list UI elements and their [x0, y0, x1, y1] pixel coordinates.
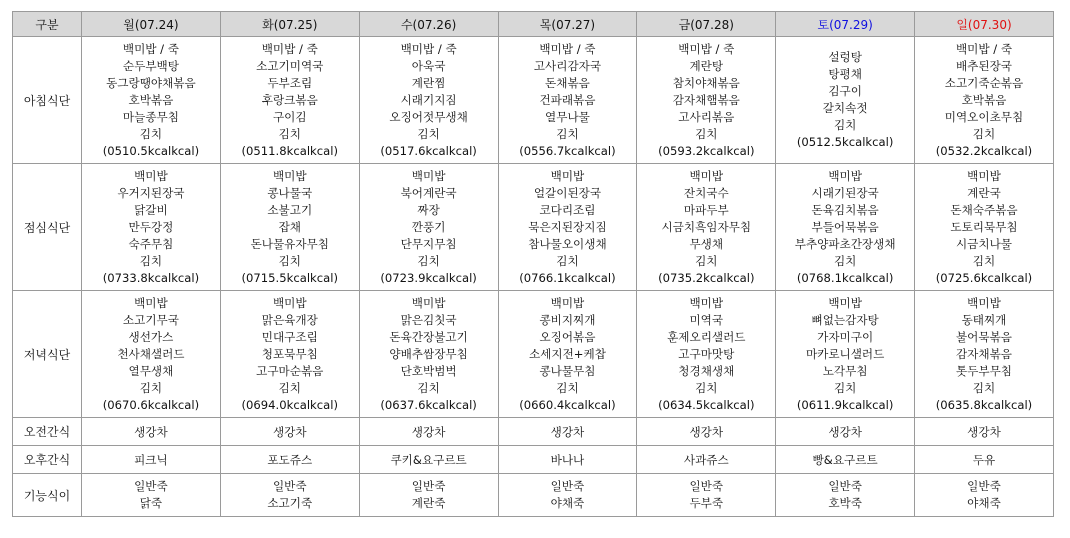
menu-item: 소고기죽	[267, 496, 313, 510]
menu-item: 백미밥	[411, 295, 446, 310]
menu-cell-wed	[359, 291, 498, 418]
menu-item: 참치야채볶음	[672, 75, 740, 90]
menu-item: 백미밥	[828, 168, 862, 183]
snack-cell-fri: 생강차	[637, 418, 776, 446]
snack-cell-sat: 빵&요구르트	[776, 446, 915, 474]
row-label: 오후간식	[13, 446, 82, 474]
menu-item: 우거지된장국	[117, 185, 185, 200]
menu-item: 김치	[972, 126, 996, 141]
menu-item: 일반죽	[967, 479, 1001, 493]
menu-cell-fri	[637, 164, 776, 291]
menu-item: 순두부백탕	[122, 58, 179, 73]
menu-item: 미역국	[689, 312, 724, 327]
menu-item: 호박죽	[828, 496, 862, 510]
menu-item: 백미밥	[689, 295, 724, 310]
menu-item: 고구마맛탕	[678, 346, 735, 361]
calorie-text: (0694.0kcalkcal)	[241, 397, 338, 412]
menu-item: 백미밥	[689, 168, 724, 183]
menu-item: 뼈없는감자탕	[811, 312, 879, 327]
menu-item: 김치	[695, 380, 718, 395]
menu-items	[776, 168, 914, 287]
menu-item: 백미밥	[134, 168, 168, 183]
menu-items	[221, 41, 359, 160]
menu-items	[499, 168, 637, 287]
menu-cell-sat	[776, 164, 915, 291]
snack-cell-mon: 피크닉	[82, 446, 221, 474]
day-header-wed: 수(07.26)	[359, 12, 498, 37]
menu-item: 계란찜	[411, 75, 446, 90]
menu-items	[499, 295, 637, 414]
menu-item: 청포묵무침	[261, 346, 318, 361]
menu-item: 일반죽	[134, 479, 168, 493]
menu-item: 야채죽	[967, 496, 1001, 510]
row-label: 아침식단	[13, 37, 82, 164]
menu-items	[499, 41, 637, 160]
day-header-mon: 월(07.24)	[82, 12, 221, 37]
menu-items	[360, 168, 498, 287]
snack-row-afternoon	[13, 446, 1054, 474]
menu-item: 깐풍기	[411, 219, 446, 234]
day-header-tue: 화(07.25)	[220, 12, 359, 37]
calorie-text: (0670.6kcalkcal)	[102, 397, 200, 412]
menu-item: 불어묵볶음	[955, 329, 1012, 344]
menu-item: 일반죽	[550, 479, 585, 493]
menu-items	[776, 295, 914, 414]
functional-cell-thu	[498, 474, 637, 517]
menu-items	[360, 295, 498, 414]
day-header-fri: 금(07.28)	[637, 12, 776, 37]
calorie-text: (0715.5kcalkcal)	[241, 270, 338, 285]
menu-item: 김치	[556, 253, 579, 268]
menu-item: 김치	[278, 253, 301, 268]
menu-item: 백미밥	[828, 295, 862, 310]
functional-cell-fri	[637, 474, 776, 517]
calorie-text: (0634.5kcalkcal)	[658, 397, 755, 412]
menu-item: 단호박범벅	[400, 363, 457, 378]
menu-item: 계란죽	[411, 496, 446, 510]
row-label: 오전간식	[13, 418, 82, 446]
functional-diet-row	[13, 474, 1054, 517]
menu-item: 갈치속젓	[822, 101, 868, 115]
menu-item: 천사채샐러드	[117, 346, 185, 361]
meal-row-dinner	[13, 291, 1054, 418]
menu-item: 김치	[417, 380, 440, 395]
menu-item: 백미밥	[967, 168, 1001, 183]
menu-item: 시금치나물	[955, 236, 1012, 251]
menu-item: 도토리묵무침	[950, 219, 1018, 234]
menu-item: 김구이	[828, 84, 862, 98]
menu-item: 돈채볶음	[545, 75, 590, 90]
snack-cell-thu: 생강차	[498, 418, 637, 446]
meal-row-lunch	[13, 164, 1054, 291]
menu-item: 백미밥 / 죽	[539, 41, 596, 56]
menu-item: 묵은지된장지짐	[528, 219, 607, 234]
snack-cell-sat: 생강차	[776, 418, 915, 446]
menu-item: 닭죽	[139, 496, 163, 510]
menu-items	[360, 41, 498, 160]
menu-item: 두부조림	[267, 75, 313, 90]
menu-cell-tue	[220, 164, 359, 291]
menu-item: 만두강정	[128, 219, 174, 234]
menu-item: 김치	[278, 126, 301, 141]
menu-item: 백미밥 / 죽	[261, 41, 318, 56]
menu-cell-fri	[637, 37, 776, 164]
menu-cell-mon	[82, 164, 221, 291]
menu-item: 구이김	[272, 109, 307, 124]
menu-item: 백미밥	[272, 295, 307, 310]
menu-item: 일반죽	[272, 479, 307, 493]
calorie-text: (0637.6kcalkcal)	[380, 397, 477, 412]
menu-item: 민대구조림	[261, 329, 318, 344]
menu-item: 백미밥	[272, 168, 307, 183]
weekly-meal-table	[12, 11, 1054, 517]
menu-item: 열무생채	[128, 363, 174, 378]
menu-cell-thu	[498, 37, 637, 164]
menu-item: 백미밥 / 죽	[122, 41, 179, 56]
calorie-text: (0768.1kcalkcal)	[796, 270, 894, 285]
menu-item: 무생채	[689, 236, 724, 251]
menu-cell-sat	[776, 37, 915, 164]
calorie-text: (0660.4kcalkcal)	[519, 397, 616, 412]
menu-item: 탕평채	[828, 67, 862, 81]
menu-item: 잡채	[278, 219, 301, 234]
menu-item: 건파래볶음	[539, 92, 596, 107]
calorie-text: (0512.5kcalkcal)	[796, 135, 894, 149]
category-header: 구분	[13, 12, 82, 37]
menu-item: 얼갈이된장국	[533, 185, 602, 200]
menu-item: 콩나물국	[267, 185, 313, 200]
menu-item: 잔치국수	[683, 185, 729, 200]
menu-item: 백미밥	[550, 168, 585, 183]
menu-item: 돈나물유자무침	[250, 236, 329, 251]
menu-item: 김치	[556, 126, 579, 141]
menu-item: 콩나물무침	[539, 363, 596, 378]
menu-item: 김치	[139, 253, 163, 268]
menu-item: 맑은육개장	[261, 312, 318, 327]
menu-items	[915, 41, 1053, 160]
calorie-text: (0723.9kcalkcal)	[380, 270, 477, 285]
menu-cell-sun	[915, 37, 1054, 164]
menu-item: 톳두부무침	[955, 363, 1012, 378]
menu-item: 코다리조림	[539, 202, 596, 217]
menu-item: 시래기된장국	[811, 185, 879, 200]
menu-cell-sun	[915, 291, 1054, 418]
menu-item: 김치	[833, 118, 857, 132]
menu-item: 백미밥	[967, 295, 1001, 310]
menu-item: 백미밥 / 죽	[955, 41, 1013, 56]
menu-item: 감자채볶음	[955, 346, 1012, 361]
snack-row-morning	[13, 418, 1054, 446]
menu-item: 노각무침	[822, 363, 868, 378]
menu-item: 김치	[278, 380, 301, 395]
menu-cell-sun	[915, 164, 1054, 291]
menu-item: 백미밥	[550, 295, 585, 310]
calorie-text: (0556.7kcalkcal)	[519, 143, 616, 158]
menu-item: 미역오이초무침	[944, 109, 1024, 124]
menu-items	[637, 295, 775, 414]
menu-item: 김치	[695, 253, 718, 268]
menu-items	[637, 168, 775, 287]
menu-item: 소불고기	[267, 202, 313, 217]
calorie-text: (0735.2kcalkcal)	[658, 270, 755, 285]
table-body	[13, 37, 1054, 517]
menu-items	[915, 295, 1053, 414]
menu-item: 부들어묵볶음	[811, 219, 879, 234]
menu-cell-tue	[220, 37, 359, 164]
snack-cell-wed: 생강차	[359, 418, 498, 446]
menu-item: 돈육간장불고기	[389, 329, 468, 344]
calorie-text: (0532.2kcalkcal)	[935, 143, 1033, 158]
snack-cell-wed: 쿠키&요구르트	[359, 446, 498, 474]
menu-item: 마파두부	[683, 202, 729, 217]
menu-item: 참나물오이생채	[528, 236, 607, 251]
header-row	[13, 12, 1054, 37]
snack-cell-fri: 사과쥬스	[637, 446, 776, 474]
menu-cell-fri	[637, 291, 776, 418]
functional-cell-sun	[915, 474, 1054, 517]
meal-row-breakfast	[13, 37, 1054, 164]
menu-item: 김치	[139, 126, 163, 141]
functional-cell-tue	[220, 474, 359, 517]
menu-item: 김치	[972, 253, 996, 268]
menu-item: 닭갈비	[134, 202, 168, 217]
functional-cell-sat	[776, 474, 915, 517]
menu-items	[221, 168, 359, 287]
menu-item: 백미밥	[134, 295, 168, 310]
menu-item: 가자미구이	[817, 329, 874, 344]
snack-cell-sun: 두유	[915, 446, 1054, 474]
menu-item: 일반죽	[411, 479, 446, 493]
menu-items	[82, 168, 220, 287]
menu-item: 백미밥	[411, 168, 446, 183]
calorie-text: (0517.6kcalkcal)	[380, 143, 477, 158]
menu-items	[915, 168, 1053, 287]
menu-item: 야채죽	[550, 496, 585, 510]
menu-item: 청경채생채	[678, 363, 735, 378]
menu-item: 김치	[833, 380, 857, 395]
calorie-text: (0725.6kcalkcal)	[935, 270, 1033, 285]
menu-cell-mon	[82, 37, 221, 164]
menu-item: 마늘종무침	[122, 109, 179, 124]
menu-item: 고구마순볶음	[256, 363, 324, 378]
functional-cell-mon	[82, 474, 221, 517]
menu-item: 맑은김칫국	[400, 312, 457, 327]
menu-item: 열무나물	[545, 109, 590, 124]
menu-item: 김치	[972, 380, 996, 395]
calorie-text: (0511.8kcalkcal)	[241, 143, 338, 158]
row-label: 저녁식단	[13, 291, 82, 418]
row-label: 기능식이	[13, 474, 82, 517]
calorie-text: (0510.5kcalkcal)	[102, 143, 200, 158]
menu-items	[82, 295, 220, 414]
menu-item: 김치	[695, 126, 718, 141]
menu-item: 김치	[417, 253, 440, 268]
functional-cell-wed	[359, 474, 498, 517]
snack-cell-mon: 생강차	[82, 418, 221, 446]
calorie-text: (0611.9kcalkcal)	[796, 397, 894, 412]
menu-item: 일반죽	[828, 479, 862, 493]
menu-cell-mon	[82, 291, 221, 418]
menu-item: 돈채숙주볶음	[950, 202, 1018, 217]
menu-items	[221, 295, 359, 414]
menu-cell-wed	[359, 164, 498, 291]
menu-item: 고사리감자국	[533, 58, 602, 73]
menu-cell-sat	[776, 291, 915, 418]
menu-item: 시금치흑임자무침	[661, 219, 752, 234]
menu-item: 백미밥 / 죽	[400, 41, 457, 56]
menu-item: 호박볶음	[961, 92, 1007, 107]
menu-items	[776, 49, 914, 151]
menu-item: 북어계란국	[400, 185, 457, 200]
menu-item: 계란탕	[689, 58, 724, 73]
menu-item: 김치	[556, 380, 579, 395]
menu-item: 소고기무국	[122, 312, 179, 327]
menu-item: 김치	[139, 380, 163, 395]
menu-item: 설렁탕	[828, 50, 862, 64]
menu-cell-wed	[359, 37, 498, 164]
menu-item: 김치	[833, 253, 857, 268]
menu-item: 양배추쌈장무침	[389, 346, 468, 361]
menu-item: 두부죽	[689, 496, 724, 510]
menu-item: 돈육김치볶음	[811, 202, 879, 217]
menu-item: 호박볶음	[128, 92, 174, 107]
menu-cell-thu	[498, 164, 637, 291]
snack-cell-thu: 바나나	[498, 446, 637, 474]
menu-item: 동태찌개	[961, 312, 1007, 327]
menu-item: 부추양파초간장생채	[794, 236, 896, 251]
snack-cell-tue: 생강차	[220, 418, 359, 446]
day-header-sat: 토(07.29)	[776, 12, 915, 37]
menu-item: 단무지무침	[400, 236, 457, 251]
menu-item: 오징어젓무생채	[389, 109, 468, 124]
menu-item: 아욱국	[411, 58, 446, 73]
menu-item: 계란국	[967, 185, 1001, 200]
day-header-thu: 목(07.27)	[498, 12, 637, 37]
menu-item: 마카로니샐러드	[805, 346, 885, 361]
menu-item: 숙주무침	[128, 236, 174, 251]
menu-item: 배추된장국	[955, 58, 1012, 73]
menu-item: 김치	[417, 126, 440, 141]
menu-item: 훈제오리샐러드	[667, 329, 746, 344]
menu-item: 감자채햄볶음	[672, 92, 740, 107]
menu-item: 동그랑땡야채볶음	[106, 75, 196, 90]
menu-items	[637, 41, 775, 160]
snack-cell-tue: 포도쥬스	[220, 446, 359, 474]
calorie-text: (0635.8kcalkcal)	[935, 397, 1033, 412]
menu-item: 소고기죽순볶음	[944, 75, 1024, 90]
calorie-text: (0733.8kcalkcal)	[102, 270, 200, 285]
menu-item: 짜장	[417, 202, 440, 217]
menu-cell-tue	[220, 291, 359, 418]
menu-item: 시래기지짐	[400, 92, 457, 107]
menu-item: 콩비지찌개	[539, 312, 596, 327]
menu-item: 오징어볶음	[539, 329, 596, 344]
menu-item: 고사리볶음	[678, 109, 735, 124]
row-label: 점심식단	[13, 164, 82, 291]
menu-item: 후랑크볶음	[261, 92, 318, 107]
menu-item: 소고기미역국	[256, 58, 324, 73]
menu-item: 백미밥 / 죽	[678, 41, 735, 56]
menu-item: 생선가스	[128, 329, 174, 344]
snack-cell-sun: 생강차	[915, 418, 1054, 446]
menu-cell-thu	[498, 291, 637, 418]
calorie-text: (0766.1kcalkcal)	[519, 270, 616, 285]
calorie-text: (0593.2kcalkcal)	[658, 143, 755, 158]
menu-item: 소세지전+케찹	[528, 346, 606, 361]
menu-items	[82, 41, 220, 160]
day-header-sun: 일(07.30)	[915, 12, 1054, 37]
menu-item: 일반죽	[689, 479, 724, 493]
